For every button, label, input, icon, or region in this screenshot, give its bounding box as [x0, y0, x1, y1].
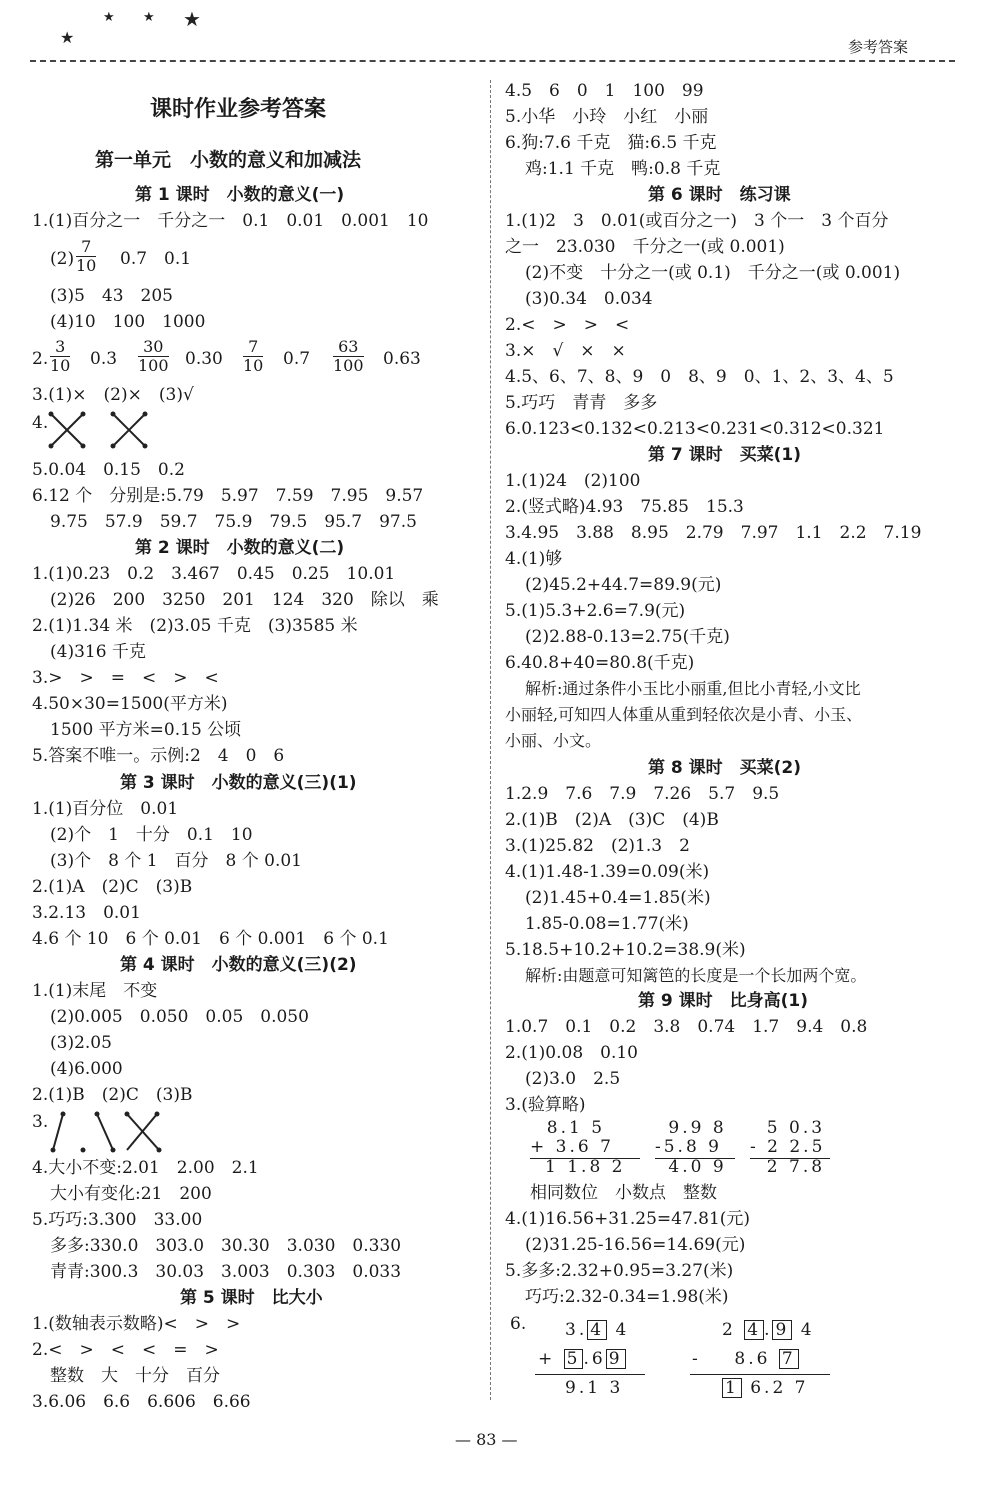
answer-line: 大小有变化:21 200	[50, 1184, 212, 1204]
star-icon: ★	[183, 7, 201, 31]
fraction	[138, 338, 169, 375]
answer-line: 2.(1)A (2)C (3)B	[32, 877, 193, 897]
explanation-line: 解析:通过条件小玉比小丽重,但比小青轻,小文比	[525, 679, 861, 698]
vertical-calc-line: - 2 2.5	[750, 1137, 826, 1157]
vertical-calc-result	[722, 1378, 809, 1398]
answer-line: 1.(1)0.23 0.2 3.467 0.45 0.25 10.01	[32, 564, 396, 584]
answer-line: (3)0.34 0.034	[525, 289, 653, 309]
header-title: 参考答案	[848, 38, 909, 56]
denominator: 10	[50, 356, 71, 375]
digit: 8.6	[734, 1349, 771, 1369]
lesson-heading: 第 8 课时 买菜(2)	[648, 758, 802, 778]
answer-line: 5.18.5+10.2+10.2=38.9(米)	[505, 940, 746, 960]
digit: 3.	[565, 1320, 588, 1340]
digit: 2	[722, 1320, 736, 1340]
fraction	[333, 338, 364, 375]
column-divider	[490, 80, 491, 1400]
answer-line: 0.63	[383, 349, 421, 369]
answer-line: (4)316 千克	[50, 642, 146, 662]
answer-line: 5.多多:2.32+0.95=3.27(米)	[505, 1261, 734, 1281]
answer-line: (3)2.05	[50, 1033, 112, 1053]
answer-line: 0.3	[90, 349, 118, 369]
numerator: 3	[50, 338, 70, 357]
vertical-calc-result: 4.0 9	[660, 1157, 727, 1177]
lesson-heading: 第 4 课时 小数的意义(三)(2)	[120, 955, 357, 975]
star-icon: ★	[143, 10, 155, 25]
answer-line: 6.40.8+40=80.8(千克)	[505, 653, 695, 673]
answer-line: (2)3.0 2.5	[525, 1069, 621, 1089]
star-icon: ★	[60, 28, 75, 47]
digit: 6.2 7	[750, 1378, 809, 1398]
lesson-heading: 第 1 课时 小数的意义(一)	[135, 185, 345, 205]
answer-line: (2)2.88-0.13=2.75(千克)	[525, 627, 730, 647]
answer-box: 4	[744, 1320, 764, 1340]
answer-line: 之一 23.030 千分之一(或 0.001)	[505, 237, 785, 257]
answer-line: 0.7	[283, 349, 311, 369]
numerator: 30	[138, 338, 169, 357]
operator: +	[538, 1349, 556, 1369]
answer-line: 多多:330.0 303.0 30.30 3.030 0.330	[50, 1236, 402, 1256]
vertical-calc-line	[692, 1349, 799, 1369]
vertical-calc-line: 8.1 5	[530, 1118, 606, 1138]
answer-line: 4.大小不变:2.01 2.00 2.1	[32, 1158, 259, 1178]
lesson-heading: 第 2 课时 小数的意义(二)	[135, 538, 345, 558]
answer-line: (2)不变 十分之一(或 0.1) 千分之一(或 0.001)	[525, 263, 901, 283]
answer-box: 7	[779, 1349, 799, 1369]
answer-line: (4)10 100 1000	[50, 312, 206, 332]
vertical-calc-result: 9.1 3	[565, 1378, 624, 1398]
answer-line: 6.0.123<0.132<0.213<0.231<0.312<0.321	[505, 419, 885, 439]
answer-line: 3.(验算略)	[505, 1095, 586, 1115]
answer-line: 巧巧:2.32-0.34=1.98(米)	[525, 1287, 729, 1307]
answer-line: (2)26 200 3250 201 124 320 除以 乘	[50, 590, 439, 610]
denominator: 100	[333, 356, 364, 375]
answer-line: 1.(1)百分位 0.01	[32, 799, 179, 819]
vertical-calc-result: 1 1.8 2	[545, 1157, 626, 1177]
answer-line: 1.2.9 7.6 7.9 7.26 5.7 9.5	[505, 784, 780, 804]
answer-line: (2)个 1 十分 0.1 10	[50, 825, 253, 845]
denominator: 10	[76, 256, 97, 275]
answer-line: 3.(1)× (2)× (3)√	[32, 385, 194, 405]
vertical-calc-line: 9.9 8	[660, 1118, 727, 1138]
answer-line: 4.50×30=1500(平方米)	[32, 694, 228, 714]
answer-line: 5.小华 小玲 小红 小丽	[505, 107, 709, 127]
matching-lines-diagram	[45, 408, 155, 452]
answer-line: 5.巧巧:3.300 33.00	[32, 1210, 203, 1230]
answer-box: 1	[722, 1378, 742, 1398]
answer-line: 2.< > < < = >	[32, 1340, 219, 1360]
explanation-line: 解析:由题意可知篱笆的长度是一个长加两个宽。	[525, 966, 867, 985]
answer-line: 1.(1)2 3 0.01(或百分之一) 3 个一 3 个百分	[505, 211, 889, 231]
answer-line: 3.	[32, 1112, 49, 1132]
lesson-heading: 第 3 课时 小数的意义(三)(1)	[120, 773, 357, 793]
answer-line: (2)0.005 0.050 0.05 0.050	[50, 1007, 309, 1027]
answer-line: (3)5 43 205	[50, 286, 173, 306]
answer-line: 4.5 6 0 1 100 99	[505, 81, 704, 101]
answer-line: 1.0.7 0.1 0.2 3.8 0.74 1.7 9.4 0.8	[505, 1017, 868, 1037]
page-number: — 83 —	[455, 1430, 518, 1449]
lesson-heading: 第 9 课时 比身高(1)	[638, 991, 809, 1011]
digit: .	[764, 1320, 773, 1340]
answer-line: 青青:300.3 30.03 3.003 0.303 0.033	[50, 1262, 402, 1282]
answer-line: 2.< > > <	[505, 315, 630, 335]
answer-line: 4.(1)够	[505, 549, 563, 569]
answer-line: 5.答案不唯一。示例:2 4 0 6	[32, 746, 285, 766]
answer-line: 4.(1)16.56+31.25=47.81(元)	[505, 1209, 751, 1229]
digit: 4	[615, 1320, 630, 1340]
explanation-line: 小丽轻,可知四人体重从重到轻依次是小青、小玉、	[505, 705, 863, 724]
answer-line: 6.	[510, 1314, 527, 1334]
star-icon: ★	[103, 10, 115, 25]
answer-line: 5.0.04 0.15 0.2	[32, 460, 185, 480]
fraction	[50, 338, 70, 375]
answer-line: 整数 大 十分 百分	[50, 1366, 220, 1386]
digit: .6	[583, 1349, 606, 1369]
operator: -	[692, 1349, 701, 1369]
answer-line: 2.(1)B (2)A (3)C (4)B	[505, 810, 719, 830]
vertical-calc-result: 2 7.8	[750, 1157, 826, 1177]
fraction	[243, 338, 263, 375]
numerator: 7	[243, 338, 263, 357]
header-rule	[30, 60, 955, 62]
answer-line: 3.(1)25.82 (2)1.3 2	[505, 836, 690, 856]
answer-box: 9	[606, 1349, 626, 1369]
vertical-calc-line: 5 0.3	[750, 1118, 826, 1138]
answer-line: 1.(数轴表示数略)< > >	[32, 1314, 241, 1334]
sum-rule	[535, 1374, 645, 1375]
answer-line: 1500 平方米=0.15 公顷	[50, 720, 242, 740]
answer-line: 0.30	[185, 349, 223, 369]
answer-line: 4.6 个 10 6 个 0.01 6 个 0.001 6 个 0.1	[32, 929, 389, 949]
answer-box: 4	[587, 1320, 607, 1340]
numerator: 63	[333, 338, 364, 357]
answer-line: 鸡:1.1 千克 鸭:0.8 千克	[525, 159, 721, 179]
answer-line: 4.(1)1.48-1.39=0.09(米)	[505, 862, 710, 882]
denominator: 10	[243, 356, 264, 375]
answer-line: 6.12 个 分别是:5.79 5.97 7.59 7.95 9.57	[32, 486, 424, 506]
answer-line: 2.(1)B (2)C (3)B	[32, 1085, 193, 1105]
fraction	[76, 238, 96, 275]
answer-line: 2.(1)1.34 米 (2)3.05 千克 (3)3585 米	[32, 616, 358, 636]
answer-box: 9	[772, 1320, 792, 1340]
answer-box: 5	[564, 1349, 584, 1369]
answer-line: 4.	[32, 413, 49, 433]
lesson-heading: 第 5 课时 比大小	[180, 1288, 323, 1308]
lesson-heading: 第 6 课时 练习课	[648, 185, 791, 205]
answer-line: (2)1.45+0.4=1.85(米)	[525, 888, 711, 908]
answer-line: (3)个 8 个 1 百分 8 个 0.01	[50, 851, 302, 871]
answer-line: (2)45.2+44.7=89.9(元)	[525, 575, 722, 595]
vertical-calc-line	[538, 1349, 626, 1369]
answer-line: 6.狗:7.6 千克 猫:6.5 千克	[505, 133, 717, 153]
digit: 4	[800, 1320, 815, 1340]
answer-line: 5.(1)5.3+2.6=7.9(元)	[505, 601, 686, 621]
answer-line: 0.7 0.1	[120, 249, 192, 269]
answer-line: 1.(1)24 (2)100	[505, 471, 641, 491]
answer-line: 相同数位 小数点 整数	[530, 1183, 717, 1203]
answer-line: (2)31.25-16.56=14.69(元)	[525, 1235, 746, 1255]
vertical-calc-line: + 3.6 7	[530, 1137, 614, 1157]
denominator: 100	[138, 356, 169, 375]
answer-line: 2.	[32, 349, 49, 369]
answer-line: (4)6.000	[50, 1059, 123, 1079]
answer-line: 3.> > = < > <	[32, 668, 219, 688]
numerator: 7	[76, 238, 96, 257]
page-title: 课时作业参考答案	[150, 97, 327, 122]
answer-line: 2.(1)0.08 0.10	[505, 1043, 639, 1063]
answer-line: 3.4.95 3.88 8.95 2.79 7.97 1.1 2.2 7.19	[505, 523, 922, 543]
answer-line: 1.(1)百分之一 千分之一 0.1 0.01 0.001 10	[32, 211, 429, 231]
answer-line: (2)	[50, 249, 75, 269]
answer-line: 1.85-0.08=1.77(米)	[525, 914, 689, 934]
unit-title: 第一单元 小数的意义和加减法	[95, 149, 362, 171]
matching-lines-diagram	[45, 1108, 175, 1156]
vertical-calc-line: -5.8 9	[655, 1137, 722, 1157]
answer-line: 3.6.06 6.6 6.606 6.66	[32, 1392, 251, 1412]
vertical-calc-line	[565, 1320, 629, 1340]
answer-line: 2.(竖式略)4.93 75.85 15.3	[505, 497, 744, 517]
lesson-heading: 第 7 课时 买菜(1)	[648, 445, 802, 465]
vertical-calc-line	[722, 1320, 815, 1340]
difference-rule	[690, 1374, 830, 1375]
answer-line: 3.2.13 0.01	[32, 903, 141, 923]
answer-line: 5.巧巧 青青 多多	[505, 393, 658, 413]
answer-line: 1.(1)末尾 不变	[32, 981, 158, 1001]
answer-line: 4.5、6、7、8、9 0 8、9 0、1、2、3、4、5	[505, 367, 894, 387]
answer-line: 3.× √ × ×	[505, 341, 626, 361]
answer-line: 9.75 57.9 59.7 75.9 79.5 95.7 97.5	[50, 512, 417, 532]
explanation-line: 小丽、小文。	[505, 731, 602, 750]
